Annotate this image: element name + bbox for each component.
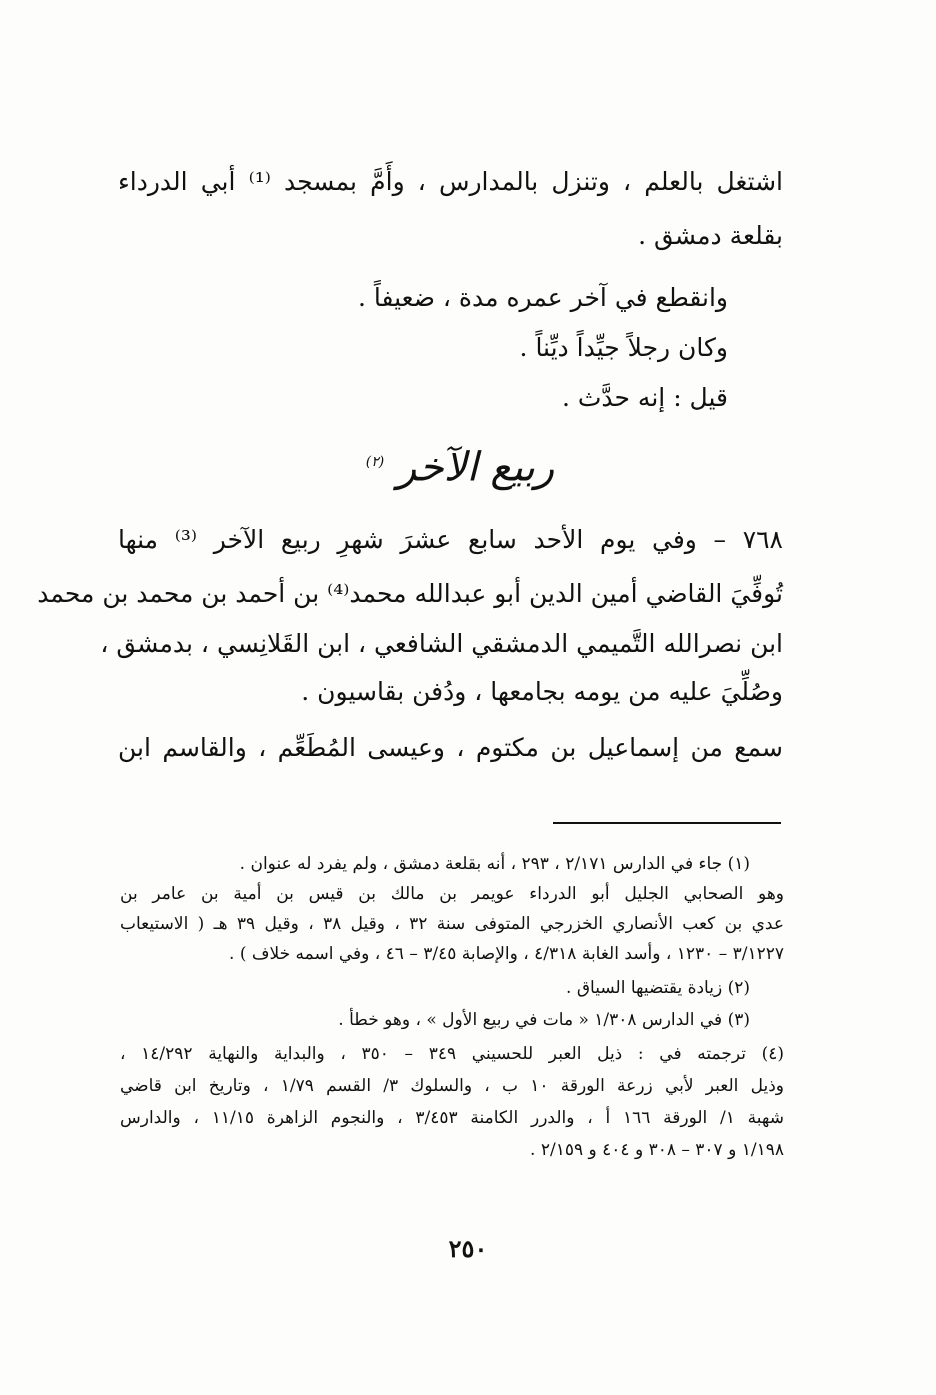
footnote-line: شهبة ١/ الورقة ١٦٦ أ ، والدرر الكامنة ٣/٤٥٣ ، والنجوم الزاهرة ١١/١٥ ، والدارس bbox=[120, 1108, 784, 1128]
section-heading bbox=[300, 432, 620, 497]
body-line: وكان رجلاً جيِّداً ديِّناً . bbox=[519, 333, 728, 362]
footnote-line: عدي بن كعب الأنصاري الخزرجي المتوفى سنة ٣٢ ، وقيل ٣٨ ، وقيل ٣٩ هـ ( الاستيعاب bbox=[120, 914, 784, 934]
entry-line: وصُلِّيَ عليه من يومه بجامعها ، ودُفن بقاسيون . bbox=[301, 677, 783, 706]
footnote-line: ٣/١٢٢٧ – ١٢٣٠ ، وأسد الغابة ٤/٣١٨ ، والإصابة ٣/٤٥ – ٤٦ ، وفي اسمه خلاف ) . bbox=[229, 944, 784, 964]
body-line: قيل : إنه حدَّث . bbox=[561, 383, 728, 412]
page-number: ٢٥٠ bbox=[448, 1234, 488, 1263]
footnote-line: (٢) زيادة يقتضيها السياق . bbox=[566, 978, 750, 998]
footnote-separator bbox=[553, 822, 781, 824]
entry-line: تُوفِّيَ القاضي أمين الدين أبو عبدالله محمد⁽⁴⁾ بن أحمد بن محمد بن محمد bbox=[37, 579, 783, 608]
footnote-line: وذيل العبر لأبي زرعة الورقة ١٠ ب ، والسلوك ٣/ القسم ١/٧٩ ، وتاريخ ابن قاضي bbox=[120, 1076, 784, 1096]
body-line: وانقطع في آخر عمره مدة ، ضعيفاً . bbox=[357, 283, 728, 312]
entry-line: سمع من إسماعيل بن مكتوم ، وعيسى المُطَعِّم ، والقاسم ابن bbox=[118, 733, 783, 762]
entry-line: ٧٦٨ – وفي يوم الأحد سابع عشرَ شهرِ ربيع الآخر ⁽³⁾ منها bbox=[118, 525, 783, 554]
footnote-line: (٣) في الدارس ١/٣٠٨ « مات في ربيع الأول » ، وهو خطأ . bbox=[338, 1010, 750, 1030]
footnote-line: (١) جاء في الدارس ٢/١٧١ ، ٢٩٣ ، أنه بقلعة دمشق ، ولم يفرد له عنوان . bbox=[239, 854, 750, 874]
footnote-line: (٤) ترجمته في : ذيل العبر للحسيني ٣٤٩ – ٣٥٠ ، والبداية والنهاية ١٤/٢٩٢ ، bbox=[120, 1044, 785, 1064]
footnote-marker: (٢) bbox=[365, 454, 385, 470]
footnote-line: ١/١٩٨ و ٣٠٧ – ٣٠٨ و ٤٠٤ و ٢/١٥٩ . bbox=[530, 1140, 784, 1160]
footnote-line: وهو الصحابي الجليل أبو الدرداء عويمر بن مالك بن قيس بن أمية بن عامر بن bbox=[120, 884, 784, 904]
entry-line: ابن نصرالله التَّميمي الدمشقي الشافعي ، ابن القَلانِسي ، بدمشق ، bbox=[100, 629, 783, 658]
section-heading-text: ربيع الآخر bbox=[396, 444, 555, 491]
body-line: بقلعة دمشق . bbox=[638, 221, 783, 250]
body-line: اشتغل بالعلم ، وتنزل بالمدارس ، وأَمَّ بمسجد ⁽¹⁾ أبي الدرداء bbox=[118, 167, 783, 196]
